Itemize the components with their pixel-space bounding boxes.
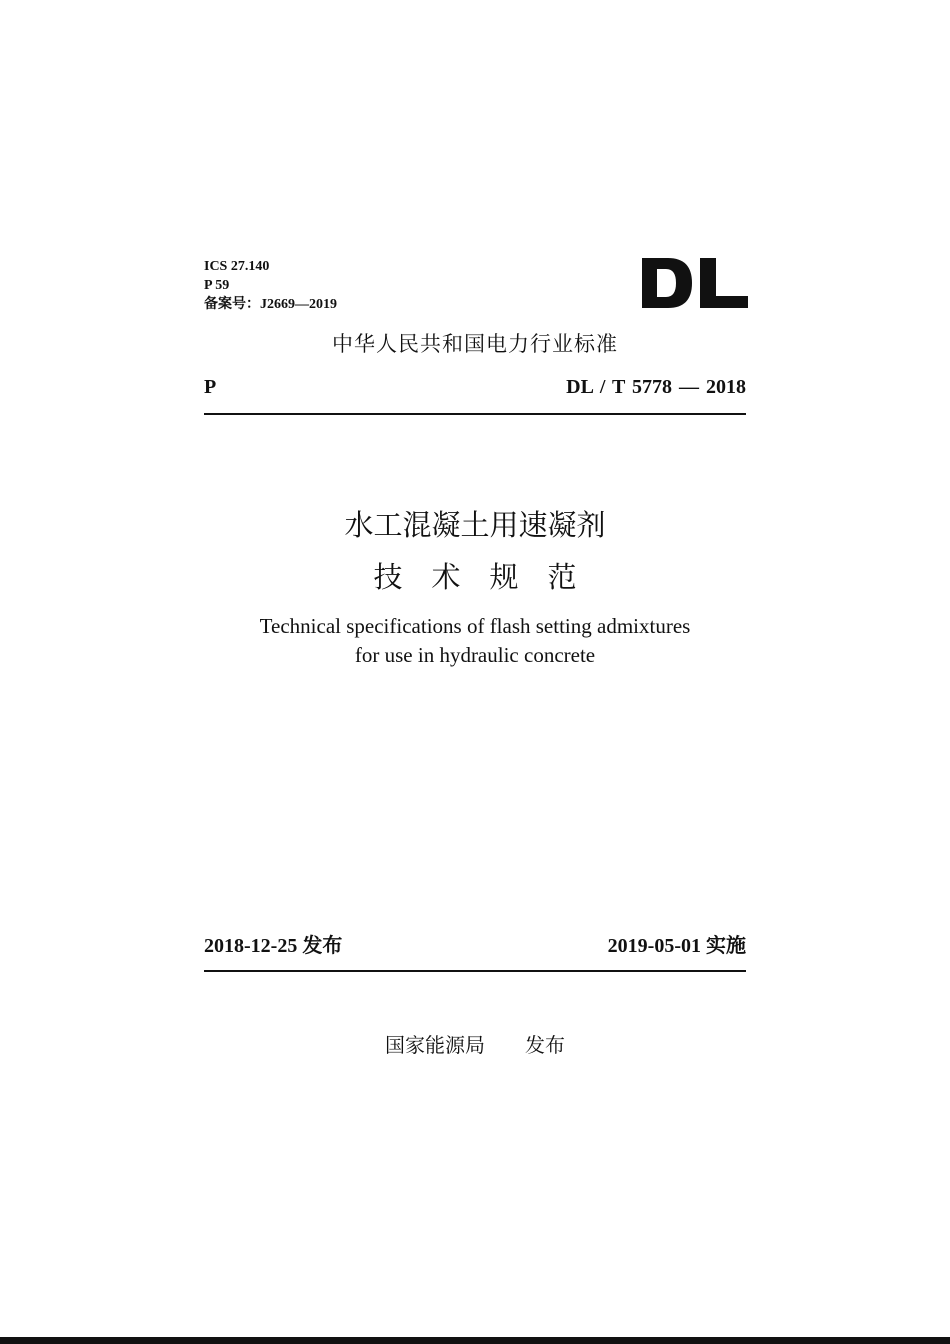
- class-letter: P: [204, 376, 217, 398]
- standard-number: DL / T 5778 — 2018: [566, 376, 746, 398]
- classification-code: P 59: [204, 278, 230, 293]
- bottom-divider: [204, 970, 746, 972]
- filing-number: 备案号：J2669—2019: [204, 297, 337, 312]
- title-en-line1: Technical specifications of flash setting admixtures: [259, 614, 691, 638]
- standard-category: 中华人民共和国电力行业标准: [332, 332, 618, 356]
- issuing-authority: 国家能源局 发布: [385, 1033, 565, 1057]
- title-en-line2: for use in hydraulic concrete: [354, 643, 596, 667]
- ics-code: ICS 27.140: [204, 259, 270, 274]
- implementation-date: 2019-05-01 实施: [607, 935, 746, 957]
- top-divider: [204, 413, 746, 415]
- title-cn-line2: 技 术 规 范: [373, 560, 577, 594]
- page-bottom-edge: [0, 1337, 950, 1344]
- dl-logo: [640, 258, 748, 308]
- issue-date: 2018-12-25 发布: [204, 935, 343, 957]
- title-cn-line1: 水工混凝土用速凝剂: [344, 508, 606, 542]
